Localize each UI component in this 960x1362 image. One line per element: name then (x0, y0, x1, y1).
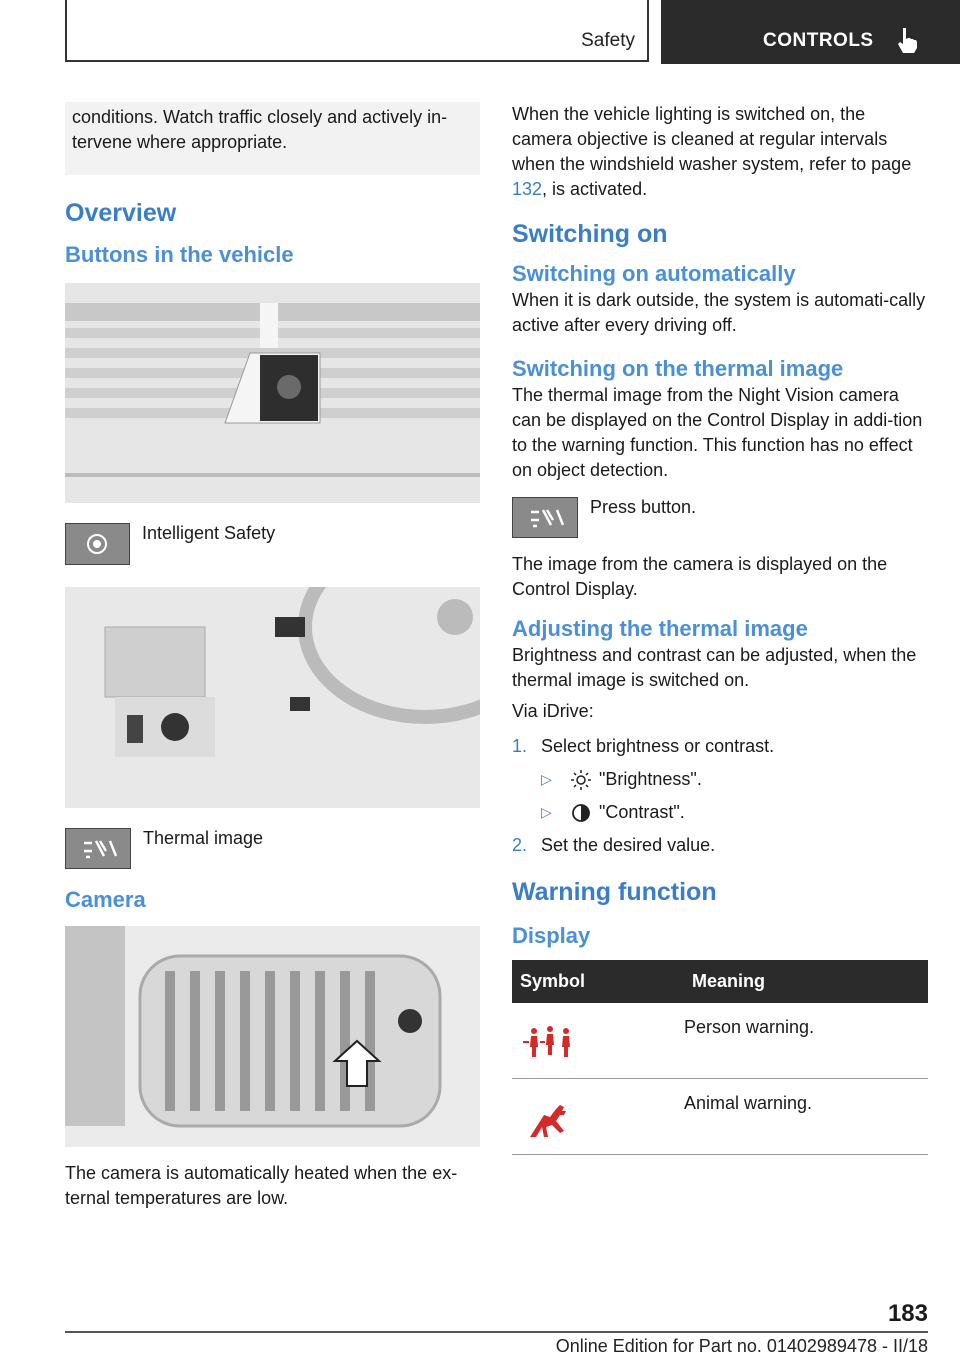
heading-switching-on-automatically: Switching on automatically (512, 261, 796, 286)
displayed-text: The image from the camera is displayed on the Control Display. (512, 554, 888, 599)
hand-pointer-icon (895, 26, 921, 54)
header-section-title: Safety (581, 30, 635, 51)
header-chapter-box (661, 0, 960, 64)
heading-overview: Overview (65, 199, 177, 227)
step-1-text: Select brightness or contrast. (541, 736, 775, 756)
sub-brightness-text: "Brightness". (599, 769, 702, 789)
symbol-table (512, 960, 928, 1155)
camera-heated-text: The camera is automatically heated when the ex‐ternal temperatures are low. (65, 1163, 458, 1208)
step-2-number: 2. (512, 835, 528, 855)
auto-text: When it is dark outside, the system is automati‐cally active after every driving off. (512, 290, 926, 335)
sub-brightness (541, 767, 928, 792)
table-header-symbol: Symbol (512, 960, 684, 1003)
heading-switching-on: Switching on (512, 220, 668, 248)
thermal-image-label: Thermal image (143, 828, 264, 848)
sub-contrast-text: "Contrast". (599, 802, 685, 822)
step-2 (512, 833, 928, 858)
person-warning-icon (520, 1021, 580, 1065)
thermal-image-button-icon (65, 828, 131, 869)
photo-intelligent-safety-button (65, 283, 480, 503)
page-number: 183 (887, 1300, 928, 1327)
table-cell-meaning: Animal warning. (684, 1079, 928, 1155)
table-cell-meaning: Person warning. (684, 1003, 928, 1079)
washer-paragraph (512, 102, 928, 202)
header-chapter-title: CONTROLS (763, 30, 874, 51)
footer-divider (65, 1331, 928, 1333)
warning-note (65, 102, 480, 175)
heading-buttons-in-vehicle: Buttons in the vehicle (65, 242, 294, 267)
washer-text-b: , is activated. (542, 179, 648, 199)
step-1 (512, 734, 928, 759)
thermal-image-row (65, 828, 480, 869)
right-column (512, 102, 928, 1155)
heading-switching-on-thermal: Switching on the thermal image (512, 356, 844, 381)
press-button-row (512, 497, 928, 538)
table-row (512, 1003, 928, 1079)
brightness-icon (569, 769, 597, 791)
thermal-text: The thermal image from the Night Vision camera can be displayed on the Control Display in addi‐tion to the warning function. This function has no effect on object detection. (512, 385, 923, 480)
header-section-box (65, 0, 649, 62)
via-idrive-text: Via iDrive: (512, 701, 594, 721)
press-button-label: Press button. (590, 497, 697, 517)
heading-camera: Camera (65, 887, 146, 912)
heading-adjusting-thermal: Adjusting the thermal image (512, 616, 808, 641)
page-link-132[interactable]: 132 (512, 179, 543, 199)
step-2-text: Set the desired value. (541, 835, 716, 855)
washer-text-a: When the vehicle lighting is switched on, the camera objective is cleaned at regular intervals when the windshield washer system, refer to page (512, 104, 912, 174)
steps-list (512, 734, 928, 858)
contrast-icon (569, 802, 597, 824)
intelligent-safety-button-icon (65, 523, 130, 565)
triangle-bullet-icon: ▷ (541, 771, 552, 787)
heading-display: Display (512, 923, 591, 948)
adjust-text: Brightness and contrast can be adjusted, when the thermal image is switched on. (512, 645, 917, 690)
animal-warning-icon (520, 1097, 580, 1141)
warning-note-text: conditions. Watch traffic closely and actively in‐tervene where appropriate. (72, 107, 448, 152)
heading-warning-function: Warning function (512, 878, 717, 906)
thermal-image-button-icon-2 (512, 497, 578, 538)
left-column (65, 102, 480, 1223)
table-cell-symbol (512, 1003, 684, 1079)
table-header-meaning: Meaning (684, 960, 928, 1003)
table-cell-symbol (512, 1079, 684, 1155)
intelligent-safety-label: Intelligent Safety (142, 523, 276, 543)
footer-edition: Online Edition for Part no. 01402989478 - II/18 (555, 1336, 928, 1356)
photo-thermal-image-button (65, 587, 480, 808)
intelligent-safety-row (65, 523, 480, 565)
triangle-bullet-icon: ▷ (541, 804, 552, 820)
step-1-number: 1. (512, 736, 528, 756)
sub-contrast (541, 800, 928, 825)
photo-camera (65, 926, 480, 1147)
table-row (512, 1079, 928, 1155)
